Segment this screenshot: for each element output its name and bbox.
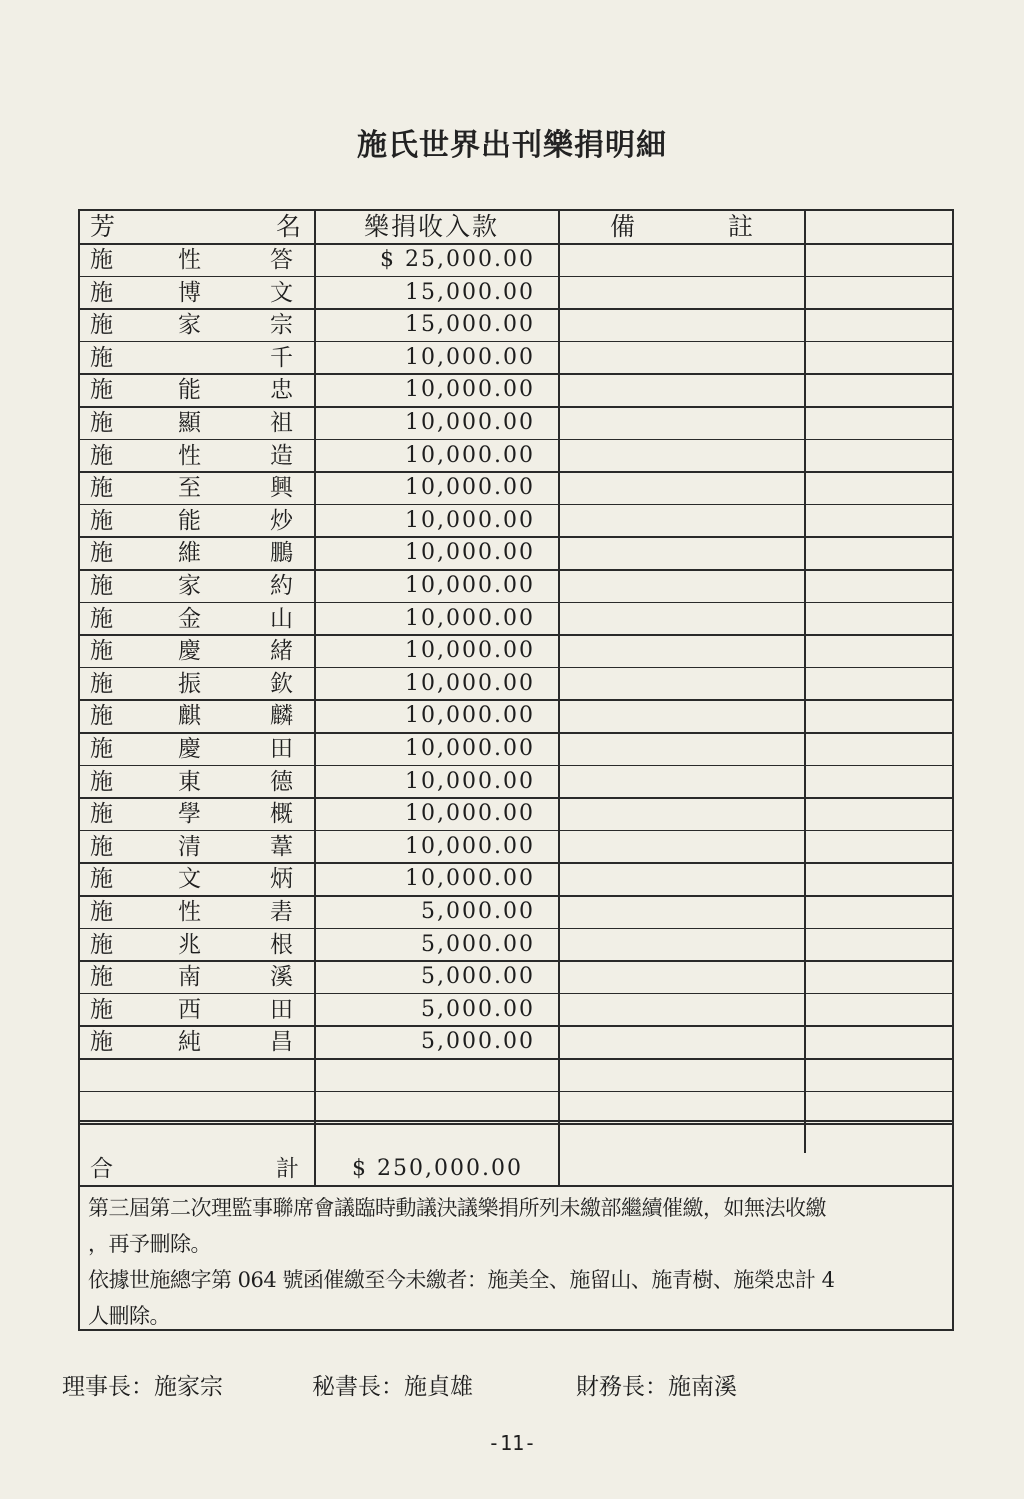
donor-given-name: 田 <box>270 736 293 762</box>
table-row <box>80 733 952 766</box>
donor-surname: 施 <box>90 638 113 665</box>
donor-middle-name: 家 <box>178 312 201 339</box>
donation-amount: 10,000.00 <box>405 768 535 794</box>
donor-middle-name: 兆 <box>178 931 201 958</box>
donor-middle-name: 家 <box>178 573 201 599</box>
donor-middle-name: 性 <box>178 442 201 469</box>
table-row <box>80 277 952 310</box>
donor-given-name: 炒 <box>270 507 293 534</box>
table-row <box>80 570 952 603</box>
table-row <box>80 342 952 375</box>
donor-middle-name: 振 <box>178 670 201 697</box>
donor-middle-name: 南 <box>178 964 201 991</box>
donor-given-name: 砉 <box>270 899 293 925</box>
donor-given-name: 興 <box>270 475 293 502</box>
table-row <box>80 766 952 799</box>
donor-surname: 施 <box>90 736 113 762</box>
donor-given-name: 昌 <box>270 1029 293 1056</box>
donor-given-name: 文 <box>270 279 293 306</box>
donor-surname: 施 <box>90 344 113 371</box>
donor-middle-name: 性 <box>178 899 201 925</box>
donor-surname: 施 <box>90 540 113 567</box>
donation-amount: 10,000.00 <box>405 801 535 827</box>
donation-amount: 5,000.00 <box>421 1029 535 1055</box>
donation-amount: $ 25,000.00 <box>380 247 535 272</box>
table-row <box>80 309 952 342</box>
donor-given-name: 溪 <box>270 964 293 991</box>
header-name-right: 名 <box>276 212 302 241</box>
table-row <box>80 244 952 277</box>
donor-surname: 施 <box>90 866 113 893</box>
donor-given-name: 約 <box>270 573 293 599</box>
donor-middle-name: 純 <box>178 1029 201 1056</box>
total-row <box>80 1153 952 1186</box>
table-row <box>80 929 952 962</box>
donor-given-name: 忠 <box>270 377 293 404</box>
donation-amount: 10,000.00 <box>405 866 535 892</box>
note-line: 人刪除。 <box>88 1304 170 1328</box>
secretary-signature: 秘書長：施貞雄 <box>312 1374 473 1400</box>
donation-amount: 10,000.00 <box>405 736 535 761</box>
donor-given-name: 緒 <box>270 638 293 665</box>
donor-middle-name: 能 <box>178 377 201 404</box>
row-divider <box>80 1123 952 1125</box>
donor-surname: 施 <box>90 247 113 273</box>
donation-amount: 10,000.00 <box>405 638 535 664</box>
table-row <box>80 374 952 407</box>
donor-middle-name: 至 <box>178 475 201 502</box>
donor-given-name: 田 <box>270 996 293 1023</box>
donor-given-name: 答 <box>270 247 293 273</box>
donor-given-name: 德 <box>270 768 293 795</box>
donation-amount: 5,000.00 <box>421 996 535 1022</box>
header-amount: 樂捐收入款 <box>364 212 500 241</box>
donor-given-name: 概 <box>270 801 293 828</box>
donor-given-name: 麟 <box>270 703 293 730</box>
donor-surname: 施 <box>90 573 113 599</box>
donor-middle-name: 東 <box>178 768 201 795</box>
table-row <box>80 700 952 733</box>
donor-middle-name: 麒 <box>178 703 201 730</box>
donation-amount: 5,000.00 <box>421 931 535 957</box>
donor-given-name: 葦 <box>270 833 293 860</box>
donor-surname: 施 <box>90 996 113 1023</box>
donor-middle-name: 清 <box>178 833 201 860</box>
donor-given-name: 鵬 <box>270 540 293 567</box>
donation-amount: 10,000.00 <box>405 605 535 631</box>
table-row <box>80 603 952 636</box>
page-title: 施氏世界出刊樂捐明細 <box>357 128 667 163</box>
table-row <box>80 440 952 473</box>
donor-given-name: 炳 <box>270 866 293 893</box>
donation-amount: 5,000.00 <box>421 964 535 990</box>
donation-amount: 10,000.00 <box>405 703 535 729</box>
donor-surname: 施 <box>90 931 113 958</box>
donor-surname: 施 <box>90 507 113 534</box>
donor-surname: 施 <box>90 410 113 436</box>
donor-given-name: 千 <box>270 344 293 371</box>
page-number: -11- <box>487 1431 537 1455</box>
donor-given-name: 祖 <box>270 410 293 436</box>
donor-surname: 施 <box>90 312 113 339</box>
table-row <box>80 505 952 538</box>
donor-middle-name: 金 <box>178 605 201 632</box>
donation-amount: 15,000.00 <box>405 312 535 338</box>
donation-amount: 10,000.00 <box>405 442 535 468</box>
donation-amount: 10,000.00 <box>405 833 535 859</box>
donation-amount: 10,000.00 <box>405 475 535 501</box>
donor-surname: 施 <box>90 833 113 860</box>
donor-middle-name: 文 <box>178 866 201 893</box>
donor-middle-name: 慶 <box>178 736 201 762</box>
table-row <box>80 831 952 864</box>
donor-middle-name: 慶 <box>178 638 201 665</box>
donation-table <box>78 209 954 1331</box>
table-row <box>80 407 952 440</box>
resolution-note <box>80 1186 952 1331</box>
treasurer-signature: 財務長：施南溪 <box>576 1374 737 1400</box>
row-divider <box>80 1120 952 1122</box>
donor-given-name: 宗 <box>270 312 293 339</box>
table-row <box>80 537 952 570</box>
note-line: ，再予刪除。 <box>88 1232 211 1256</box>
header-remark-right: 註 <box>728 212 754 241</box>
donation-amount: 5,000.00 <box>421 899 535 924</box>
chairman-signature: 理事長：施家宗 <box>62 1374 223 1400</box>
table-row <box>80 798 952 831</box>
donor-surname: 施 <box>90 768 113 795</box>
donor-middle-name: 博 <box>178 279 201 306</box>
total-amount: $ 250,000.00 <box>352 1156 523 1181</box>
donation-amount: 10,000.00 <box>405 410 535 435</box>
donor-middle-name: 維 <box>178 540 201 567</box>
table-row <box>80 472 952 505</box>
donor-middle-name: 西 <box>178 996 201 1023</box>
donor-given-name: 山 <box>270 605 293 632</box>
row-divider <box>80 1091 952 1093</box>
table-row <box>80 635 952 668</box>
table-row <box>80 961 952 994</box>
donor-middle-name: 能 <box>178 507 201 534</box>
donor-given-name: 欽 <box>270 670 293 697</box>
donor-middle-name: 性 <box>178 247 201 273</box>
total-label-left: 合 <box>90 1156 113 1182</box>
total-label-right: 計 <box>276 1156 299 1182</box>
header-name-left: 芳 <box>90 212 116 241</box>
donor-middle-name: 學 <box>178 801 201 828</box>
donor-surname: 施 <box>90 279 113 306</box>
donation-amount: 10,000.00 <box>405 540 535 566</box>
donor-middle-name: 顯 <box>178 410 201 436</box>
donor-surname: 施 <box>90 899 113 925</box>
donor-surname: 施 <box>90 670 113 697</box>
donor-surname: 施 <box>90 703 113 730</box>
donor-surname: 施 <box>90 801 113 828</box>
table-header-row <box>80 211 952 244</box>
table-row <box>80 896 952 929</box>
table-row <box>80 994 952 1027</box>
donor-surname: 施 <box>90 475 113 502</box>
donation-amount: 10,000.00 <box>405 344 535 370</box>
note-line: 依據世施總字第 064 號函催繳至今未繳者：施美全、施留山、施青樹、施榮忠計 4 <box>88 1268 835 1292</box>
donor-surname: 施 <box>90 442 113 469</box>
donor-surname: 施 <box>90 377 113 404</box>
donor-given-name: 造 <box>270 442 293 469</box>
donor-surname: 施 <box>90 605 113 632</box>
donor-given-name: 根 <box>270 931 293 958</box>
table-row <box>80 863 952 896</box>
table-row <box>80 1026 952 1059</box>
table-row <box>80 668 952 701</box>
header-remark-left: 備 <box>610 212 636 241</box>
donation-amount: 10,000.00 <box>405 377 535 403</box>
donor-surname: 施 <box>90 1029 113 1056</box>
donation-amount: 10,000.00 <box>405 670 535 696</box>
note-line: 第三屆第二次理監事聯席會議臨時動議決議樂捐所列未繳部繼續催繳，如無法收繳 <box>88 1196 826 1220</box>
donation-amount: 15,000.00 <box>405 279 535 305</box>
row-divider <box>80 1058 952 1060</box>
donor-surname: 施 <box>90 964 113 991</box>
donation-amount: 10,000.00 <box>405 507 535 533</box>
donation-amount: 10,000.00 <box>405 573 535 598</box>
